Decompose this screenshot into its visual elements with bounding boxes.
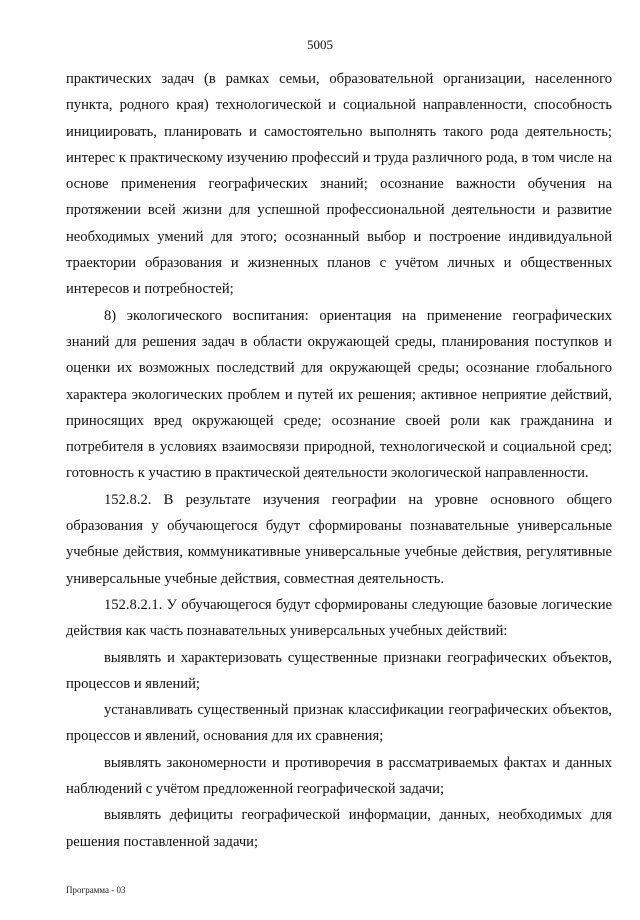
footer-label: Программа - 03 xyxy=(66,885,126,895)
list-item: устанавливать существенный признак классификации географических объектов, процессов и явлений, основания для их сравнения; xyxy=(66,702,612,745)
paragraph-ecological-education: 8) экологического воспитания: ориентация на применение географических знаний для решения задач в области окружающей среды, планирования поступков и оценки их возможных последствий для окружающей среды; осознание глобального характера экологических проблем и путей их решения; активное неприятие действий, приносящих вред окружающей среде; осознание своей роли как гражданина и потребителя в условиях взаимосвязи природной, технологической и социальной сред; готовность к участию в практической деятельности экологической направленности. xyxy=(66,307,612,482)
list-item: выявлять закономерности и противоречия в рассматриваемых фактах и данных наблюдений с учётом предложенной географической задачи; xyxy=(66,754,612,798)
paragraph-152-8-2-1: 152.8.2.1. У обучающегося будут сформированы следующие базовые логические действия как часть познавательных универсальных учебных действий: xyxy=(66,596,612,640)
list-item: выявлять и характеризовать существенные признаки географических объектов, процессов и явлений; xyxy=(66,649,612,692)
document-body xyxy=(66,66,612,855)
paragraph-continuation: практических задач (в рамках семьи, образовательной организации, населенного пункта, родного края) технологической и социальной направленности, способность инициировать, планировать и самостоятельно выполнять такого рода деятельность; интерес к практическому изучению профессий и труда различного рода, в том числе на основе применения географических знаний; осознание важности обучения на протяжении всей жизни для успешной профессиональной деятельности и развитие необходимых умений для этого; осознанный выбор и построение индивидуальной траектории образования и жизненных планов с учётом личных и общественных интересов и потребностей; xyxy=(66,71,612,298)
page-number: 5005 xyxy=(307,37,333,52)
paragraph-152-8-2: 152.8.2. В результате изучения географии на уровне основного общего образования у обучающегося будут сформированы познавательные универсальные учебные действия, коммуникативные универсальные учебные действия, регулятивные универсальные учебные действия, совместная деятельность. xyxy=(66,491,612,587)
list-item: выявлять дефициты географической информации, данных, необходимых для решения поставленной задачи; xyxy=(66,807,612,850)
